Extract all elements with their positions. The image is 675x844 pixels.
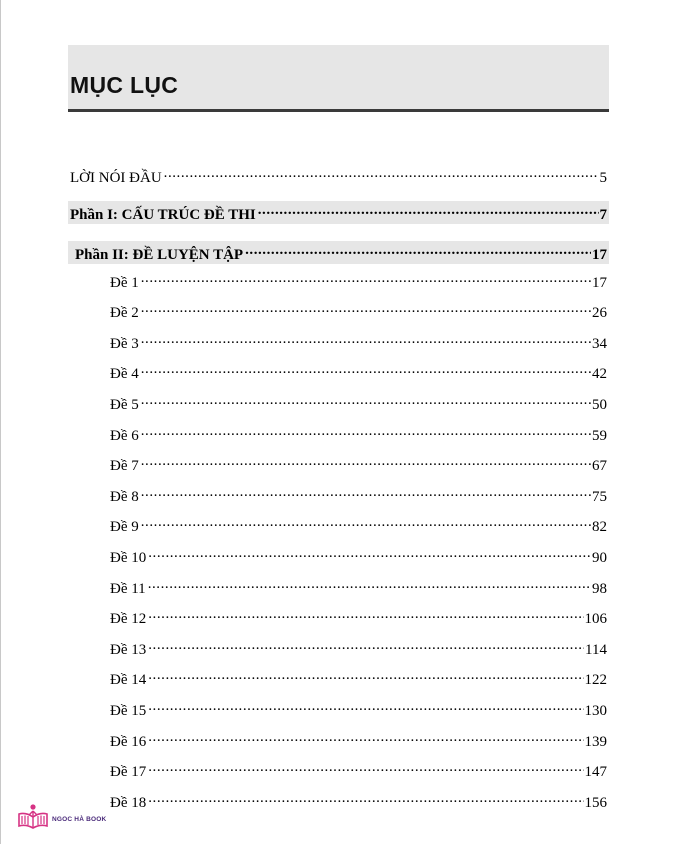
toc-entry-exam[interactable] [110, 666, 607, 689]
toc-entry-label: Đề 11 [110, 581, 146, 597]
toc-entry-page: 26 [592, 305, 607, 321]
toc-entry-label: Đề 1 [110, 275, 139, 291]
toc-entry-label: Phần I: CẤU TRÚC ĐỀ THI [70, 207, 256, 223]
toc-entry-page: 90 [592, 550, 607, 566]
toc-leader-dots [141, 299, 591, 317]
toc-leader-dots [148, 636, 584, 654]
page-title: MỤC LỤC [70, 72, 179, 98]
toc-entry-exam[interactable] [110, 728, 607, 751]
toc-entry-label: Đề 8 [110, 489, 139, 505]
toc-entry-label: Đề 4 [110, 366, 139, 382]
toc-entry-page: 17 [592, 247, 607, 263]
toc-entry-page: 59 [592, 428, 607, 444]
toc-entry-page: 82 [592, 519, 607, 535]
toc-entry-label: Đề 5 [110, 397, 139, 413]
toc-leader-dots [148, 697, 583, 715]
toc-entry-exam[interactable] [110, 697, 607, 720]
toc-entry-label: LỜI NÓI ĐẦU [70, 170, 162, 186]
toc-leader-dots [148, 758, 583, 776]
toc-entry-label: Đề 17 [110, 764, 147, 780]
toc-entry-exam[interactable] [110, 513, 607, 536]
publisher-logo-text: NGOC HÀ BOOK [52, 815, 107, 823]
toc-leader-dots [164, 164, 599, 182]
toc-leader-dots [258, 201, 599, 219]
toc-entry-exam[interactable] [110, 269, 607, 292]
toc-entry-exam[interactable] [110, 330, 607, 353]
toc-entry-label: Đề 10 [110, 550, 147, 566]
toc-entry-label: Đề 18 [110, 795, 147, 811]
toc-entry-page: 67 [592, 458, 607, 474]
toc-leader-dots [141, 391, 591, 409]
toc-entry-page: 7 [599, 207, 607, 223]
toc-entry-exam[interactable] [110, 483, 607, 506]
open-book-icon [17, 802, 49, 830]
publisher-logo [17, 802, 106, 830]
toc-leader-dots [148, 666, 583, 684]
toc-entry-label: Đề 9 [110, 519, 139, 535]
toc-entry-label: Đề 16 [110, 734, 147, 750]
toc-entry-exam[interactable] [110, 299, 607, 322]
toc-entry-page: 75 [592, 489, 607, 505]
toc-leader-dots [148, 544, 591, 562]
toc-entry-exam[interactable] [110, 452, 607, 475]
toc-entry-page: 122 [584, 672, 607, 688]
toc-entry-label: Đề 13 [110, 642, 147, 658]
toc-entry-page: 114 [585, 642, 607, 658]
toc-entry-exam[interactable] [110, 391, 607, 414]
toc-entry-page: 50 [592, 397, 607, 413]
toc-leader-dots [141, 269, 591, 287]
toc-leader-dots [141, 452, 591, 470]
toc-entry-exam[interactable] [110, 789, 607, 812]
toc-entry-page: 5 [599, 170, 607, 186]
toc-entry-page: 17 [592, 275, 607, 291]
toc-entry-exam[interactable] [110, 636, 607, 659]
toc-header [68, 45, 609, 112]
toc-entry-label: Phần II: ĐỀ LUYỆN TẬP [75, 247, 244, 263]
toc-entry-label: Đề 6 [110, 428, 139, 444]
toc-entry-page: 147 [584, 764, 607, 780]
toc-entry-label: Đề 12 [110, 611, 147, 627]
toc-entry-page: 98 [592, 581, 607, 597]
toc-leader-dots [141, 422, 591, 440]
toc-leader-dots [245, 241, 591, 259]
toc-entry-exam[interactable] [110, 575, 607, 598]
toc-entry-part-1[interactable] [68, 201, 609, 224]
toc-entry-label: Đề 14 [110, 672, 147, 688]
toc-entry-part-2[interactable] [68, 241, 609, 264]
toc-entry-label: Đề 3 [110, 336, 139, 352]
toc-entry-page: 106 [584, 611, 607, 627]
toc-leader-dots [141, 330, 591, 348]
toc-entry-exam[interactable] [110, 422, 607, 445]
toc-leader-dots [141, 513, 591, 531]
toc-leader-dots [141, 483, 591, 501]
toc-entry-page: 42 [592, 366, 607, 382]
toc-leader-dots [148, 575, 591, 593]
toc-entry-label: Đề 15 [110, 703, 147, 719]
toc-entry-page: 156 [584, 795, 607, 811]
toc-leader-dots [148, 789, 583, 807]
toc-entry-intro[interactable] [70, 164, 607, 187]
toc-entry-exam[interactable] [110, 605, 607, 628]
page-edge [0, 0, 1, 844]
toc-entry-exam[interactable] [110, 758, 607, 781]
toc-leader-dots [141, 360, 591, 378]
toc-entry-page: 139 [584, 734, 607, 750]
toc-entry-label: Đề 2 [110, 305, 139, 321]
toc-entry-exam[interactable] [110, 544, 607, 567]
toc-entry-page: 130 [584, 703, 607, 719]
toc-leader-dots [148, 605, 583, 623]
toc-entry-label: Đề 7 [110, 458, 139, 474]
toc-entry-exam[interactable] [110, 360, 607, 383]
toc-entry-page: 34 [592, 336, 607, 352]
toc-leader-dots [148, 728, 583, 746]
